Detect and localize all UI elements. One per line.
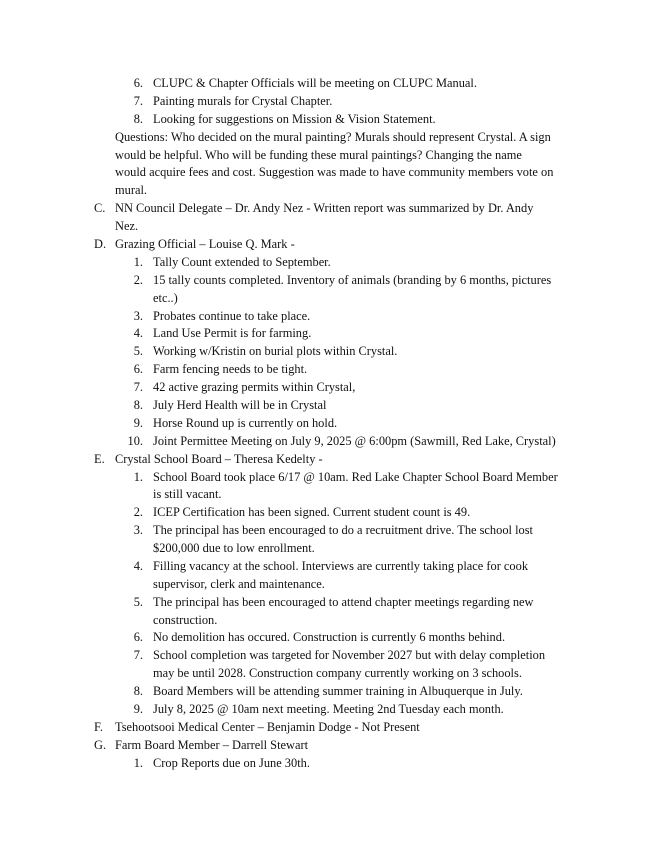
list-item-text: School Board took place 6/17 @ 10am. Red Lake Chapter School Board Member <box>153 470 558 484</box>
list-item-number: 1. <box>133 255 143 269</box>
list-item-number: 5. <box>133 595 143 609</box>
section-c-line: NN Council Delegate – Dr. Andy Nez - Written report was summarized by Dr. Andy <box>115 201 534 215</box>
section-f-heading: Tsehootsooi Medical Center – Benjamin Dodge - Not Present <box>115 720 420 734</box>
list-item-number: 4. <box>133 326 143 340</box>
list-item-text: Farm fencing needs to be tight. <box>153 362 308 376</box>
section-d-heading: Grazing Official – Louise Q. Mark - <box>115 237 295 251</box>
list-item-number: 9. <box>133 416 143 430</box>
list-item-text: July Herd Health will be in Crystal <box>153 398 327 412</box>
list-item-text: July 8, 2025 @ 10am next meeting. Meeting 2nd Tuesday each month. <box>153 702 504 716</box>
list-item-number: 2. <box>133 273 143 287</box>
list-item-text: $200,000 due to low enrollment. <box>153 541 315 555</box>
list-item-text: The principal has been encouraged to do a recruitment drive. The school lost <box>153 523 533 537</box>
list-item-text: Joint Permittee Meeting on July 9, 2025 @ 6:00pm (Sawmill, Red Lake, Crystal) <box>153 434 556 448</box>
list-item-text: may be until 2028. Construction company currently working on 3 schools. <box>153 666 522 680</box>
list-item-text: Filling vacancy at the school. Interviews are currently taking place for cook <box>153 559 529 573</box>
list-item-number: 8. <box>133 112 143 126</box>
list-item-text: CLUPC & Chapter Officials will be meeting on CLUPC Manual. <box>153 76 477 90</box>
list-item-number: 7. <box>133 648 143 662</box>
list-item-number: 6. <box>133 630 143 644</box>
section-c-line: Nez. <box>115 219 139 233</box>
list-item-number: 6. <box>133 76 143 90</box>
list-item-text: Working w/Kristin on burial plots within Crystal. <box>153 344 398 358</box>
questions-paragraph-line: would acquire fees and cost. Suggestion was made to have community members vote on <box>115 165 554 179</box>
list-item-text: No demolition has occured. Construction is currently 6 months behind. <box>153 630 506 644</box>
questions-paragraph-line: would be helpful. Who will be funding these mural paintings? Changing the name <box>115 148 522 162</box>
list-item-number: 4. <box>133 559 143 573</box>
list-item-text: Painting murals for Crystal Chapter. <box>153 94 333 108</box>
section-letter: D. <box>94 237 107 251</box>
list-item-text: School completion was targeted for November 2027 but with delay completion <box>153 648 546 662</box>
list-item-number: 2. <box>133 505 143 519</box>
list-item-number: 8. <box>133 684 143 698</box>
list-item-text: 15 tally counts completed. Inventory of animals (branding by 6 months, pictures <box>153 273 552 287</box>
section-letter: G. <box>94 738 107 752</box>
list-item-number: 10. <box>127 434 143 448</box>
list-item-number: 5. <box>133 344 143 358</box>
section-letter: E. <box>94 452 105 466</box>
questions-paragraph-line: mural. <box>115 183 147 197</box>
list-item-number: 7. <box>133 94 143 108</box>
list-item-number: 8. <box>133 398 143 412</box>
list-item-text: 42 active grazing permits within Crystal, <box>153 380 356 394</box>
list-item-text: is still vacant. <box>153 487 222 501</box>
section-g-heading: Farm Board Member – Darrell Stewart <box>115 738 309 752</box>
section-letter: C. <box>94 201 106 215</box>
list-item-text: supervisor, clerk and maintenance. <box>153 577 325 591</box>
list-item-number: 6. <box>133 362 143 376</box>
list-item-number: 3. <box>133 523 143 537</box>
list-item-text: ICEP Certification has been signed. Current student count is 49. <box>153 505 471 519</box>
list-item-number: 1. <box>133 470 143 484</box>
list-item-text: Crop Reports due on June 30th. <box>153 756 310 770</box>
list-item-text: Looking for suggestions on Mission & Vision Statement. <box>153 112 436 126</box>
questions-paragraph-line: Questions: Who decided on the mural painting? Murals should represent Crystal. A sign <box>115 130 551 144</box>
section-letter: F. <box>94 720 103 734</box>
list-item-number: 7. <box>133 380 143 394</box>
list-item-text: Probates continue to take place. <box>153 309 311 323</box>
list-item-number: 3. <box>133 309 143 323</box>
list-item-text: Tally Count extended to September. <box>153 255 331 269</box>
list-item-number: 1. <box>133 756 143 770</box>
list-item-text: etc..) <box>153 291 178 305</box>
list-item-text: construction. <box>153 613 218 627</box>
list-item-number: 9. <box>133 702 143 716</box>
list-item-text: Board Members will be attending summer training in Albuquerque in July. <box>153 684 523 698</box>
list-item-text: Horse Round up is currently on hold. <box>153 416 338 430</box>
list-item-text: The principal has been encouraged to attend chapter meetings regarding new <box>153 595 534 609</box>
section-e-heading: Crystal School Board – Theresa Kedelty - <box>115 452 323 466</box>
list-item-text: Land Use Permit is for farming. <box>153 326 312 340</box>
